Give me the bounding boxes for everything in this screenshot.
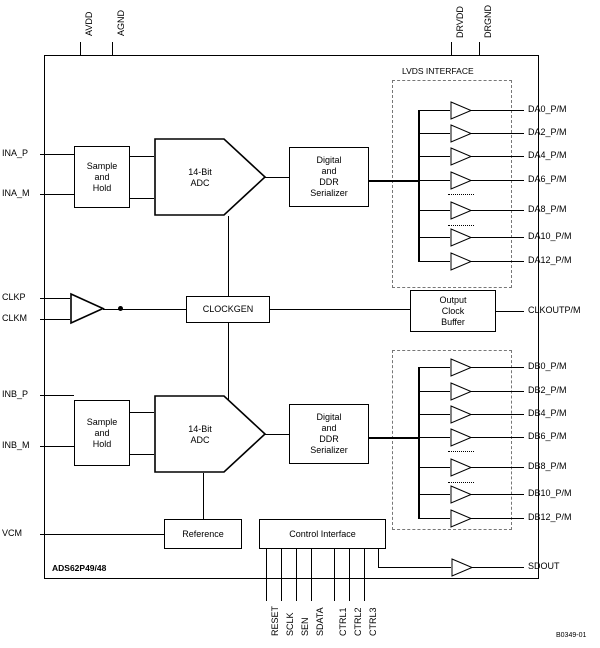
pin-line-ctrl1	[334, 549, 335, 601]
bus-a-stub-6	[419, 261, 450, 262]
serializer-a-line2: and	[321, 166, 337, 176]
lvds-buffer-da8	[450, 201, 472, 220]
ellipsis-a	[448, 194, 474, 196]
pin-label-db12: DB12_P/M	[528, 512, 572, 522]
output-clock-buffer-line3: Buffer	[441, 316, 465, 327]
line-sha-adca-top	[130, 156, 154, 157]
pin-label-drvdd: DRVDD	[455, 6, 465, 38]
pin-line-clkp	[40, 298, 70, 299]
pin-line-sdata	[311, 549, 312, 601]
lvds-buffer-da6	[450, 171, 472, 190]
output-clock-buffer-line2: Clock	[441, 305, 465, 316]
pin-line-ina-m	[40, 194, 74, 195]
bus-b-stub-5	[419, 494, 450, 495]
adc-a-line1: 14-Bit	[188, 167, 212, 177]
line-out-db12	[471, 518, 524, 519]
control-interface-label: Control Interface	[289, 528, 356, 539]
sample-hold-b-line1: Sample	[86, 416, 118, 427]
pin-label-clkp: CLKP	[2, 292, 26, 302]
lvds-interface-label: LVDS INTERFACE	[402, 66, 474, 76]
pin-label-reset: RESET	[270, 605, 280, 636]
lvds-buffer-db2	[450, 382, 472, 401]
line-out-db10	[471, 494, 524, 495]
line-out-da0	[471, 110, 524, 111]
pin-label-ctrl3: CTRL3	[368, 607, 378, 636]
pin-label-vcm: VCM	[2, 528, 22, 538]
sdout-buffer	[451, 558, 473, 577]
line-out-da8	[471, 210, 524, 211]
ellipsis-b2	[448, 482, 474, 484]
pin-line-inb-m	[40, 446, 74, 447]
reference-label: Reference	[182, 528, 224, 539]
line-adca-sera	[265, 177, 289, 178]
pin-label-db4: DB4_P/M	[528, 408, 567, 418]
ellipsis-b	[448, 451, 474, 453]
line-reference-adcb	[203, 473, 204, 519]
lvds-buffer-da12	[450, 252, 472, 271]
line-out-da4	[471, 156, 524, 157]
pin-label-drgnd: DRGND	[483, 5, 493, 38]
bus-b-stub-0	[419, 367, 450, 368]
pin-label-agnd: AGND	[116, 9, 126, 36]
pin-line-ctrl2	[349, 549, 350, 601]
bus-a-stub-2	[419, 156, 450, 157]
pin-label-ctrl1: CTRL1	[338, 607, 348, 636]
lvds-buffer-db8	[450, 458, 472, 477]
ellipsis-a2	[448, 225, 474, 227]
pin-line-sclk	[281, 549, 282, 601]
lvds-buffer-db12	[450, 509, 472, 528]
pin-label-sclk: SCLK	[285, 612, 295, 636]
line-sera-bus	[369, 180, 419, 182]
line-out-db2	[471, 391, 524, 392]
pin-label-db8: DB8_P/M	[528, 461, 567, 471]
pin-label-clkout: CLKOUTP/M	[528, 305, 581, 315]
line-sha-adca-bot	[130, 198, 154, 199]
bus-b-stub-4	[419, 467, 450, 468]
pin-line-sen	[296, 549, 297, 601]
lvds-buffer-da0	[450, 101, 472, 120]
adc-a-line2: ADC	[190, 178, 210, 188]
line-control-sdout-h	[378, 567, 451, 568]
line-out-db4	[471, 414, 524, 415]
doc-code-label: B0349-01	[556, 632, 587, 639]
lvds-buffer-da10	[450, 228, 472, 247]
pin-label-da10: DA10_P/M	[528, 231, 572, 241]
bus-a-stub-1	[419, 133, 450, 134]
bus-a-stub-5	[419, 237, 450, 238]
sample-hold-a-line1: Sample	[86, 160, 118, 171]
bus-b-stub-3	[419, 437, 450, 438]
pin-label-da0: DA0_P/M	[528, 104, 567, 114]
block-reference	[164, 519, 242, 549]
pin-line-reset	[266, 549, 267, 601]
output-clock-buffer-line1: Output	[439, 294, 467, 305]
pin-line-drgnd	[479, 42, 480, 56]
pin-label-ctrl2: CTRL2	[353, 607, 363, 636]
lvds-buffer-db10	[450, 485, 472, 504]
pin-label-clkm: CLKM	[2, 313, 28, 323]
clockgen-label: CLOCKGEN	[202, 304, 254, 314]
pin-label-inb-m: INB_M	[2, 440, 30, 450]
block-clockgen	[186, 296, 270, 323]
serializer-a-line3: DDR	[319, 177, 339, 187]
serializer-b-line1: Digital	[316, 412, 342, 422]
pin-line-vcm	[40, 534, 164, 535]
bus-a-stub-0	[419, 110, 450, 111]
line-outbuf-clkout	[496, 311, 524, 312]
serializer-b-line2: and	[321, 423, 337, 433]
pin-label-sdata: SDATA	[315, 607, 325, 636]
line-shb-adcb-bot	[130, 454, 154, 455]
line-clockgen-outbuf	[270, 309, 410, 310]
bus-b-vertical	[418, 367, 420, 519]
sample-hold-b-line2: and	[94, 427, 110, 438]
serializer-a-line4: Serializer	[310, 188, 348, 198]
lvds-buffer-db0	[450, 358, 472, 377]
pin-label-da4: DA4_P/M	[528, 150, 567, 160]
lvds-buffer-da2	[450, 124, 472, 143]
pin-line-ina-p	[40, 154, 74, 155]
serializer-b-line3: DDR	[319, 434, 339, 444]
line-adcb-serb	[265, 434, 289, 435]
pin-label-sen: SEN	[300, 617, 310, 636]
pin-label-da8: DA8_P/M	[528, 204, 567, 214]
pin-line-agnd	[112, 42, 113, 56]
pin-line-inb-p	[40, 395, 74, 396]
line-clockgen-adcb	[228, 323, 229, 403]
pin-label-db2: DB2_P/M	[528, 385, 567, 395]
pin-label-da6: DA6_P/M	[528, 174, 567, 184]
lvds-buffer-db6	[450, 428, 472, 447]
pin-label-da12: DA12_P/M	[528, 255, 572, 265]
serializer-b-line4: Serializer	[310, 445, 348, 455]
line-out-da2	[471, 133, 524, 134]
pin-label-db10: DB10_P/M	[528, 488, 572, 498]
line-out-sdout	[472, 567, 524, 568]
sample-hold-a-line3: Hold	[92, 182, 112, 193]
sample-hold-a-line2: and	[94, 171, 110, 182]
bus-a-stub-3	[419, 180, 450, 181]
line-out-db0	[471, 367, 524, 368]
pin-label-sdout: SDOUT	[528, 561, 560, 571]
bus-b-stub-2	[419, 414, 450, 415]
pin-label-avdd: AVDD	[84, 11, 94, 36]
block-sample-hold-b	[74, 400, 130, 466]
line-out-da6	[471, 180, 524, 181]
pin-label-ina-p: INA_P	[2, 148, 29, 158]
pin-line-clkm	[40, 319, 70, 320]
line-clockgen-adca	[228, 216, 229, 296]
block-sample-hold-a	[74, 146, 130, 208]
clock-input-buffer	[70, 293, 104, 325]
block-control-interface	[259, 519, 386, 549]
line-out-db6	[471, 437, 524, 438]
line-out-db8	[471, 467, 524, 468]
pin-line-drvdd	[451, 42, 452, 56]
line-out-da12	[471, 261, 524, 262]
bus-a-stub-4	[419, 210, 450, 211]
part-number-label: ADS62P49/48	[52, 563, 107, 573]
adc-b-line1: 14-Bit	[188, 424, 212, 434]
pin-line-ctrl3	[364, 549, 365, 601]
bus-b-stub-6	[419, 518, 450, 519]
line-control-sdout-v	[378, 549, 379, 567]
serializer-a-line1: Digital	[316, 155, 342, 165]
adc-b-line2: ADC	[190, 435, 210, 445]
pin-label-db6: DB6_P/M	[528, 431, 567, 441]
block-serializer-b	[289, 404, 369, 464]
block-serializer-a	[289, 147, 369, 207]
sample-hold-b-line3: Hold	[92, 438, 112, 449]
pin-label-ina-m: INA_M	[2, 188, 30, 198]
lvds-buffer-da4	[450, 147, 472, 166]
pin-label-da2: DA2_P/M	[528, 127, 567, 137]
pin-label-db0: DB0_P/M	[528, 361, 567, 371]
lvds-buffer-db4	[450, 405, 472, 424]
line-out-da10	[471, 237, 524, 238]
block-output-clock-buffer	[410, 290, 496, 332]
bus-b-stub-1	[419, 391, 450, 392]
pin-label-inb-p: INB_P	[2, 389, 29, 399]
line-shb-adcb-top	[130, 412, 154, 413]
pin-line-avdd	[80, 42, 81, 56]
line-serb-bus	[369, 437, 419, 439]
line-node-clockgen	[121, 309, 186, 310]
